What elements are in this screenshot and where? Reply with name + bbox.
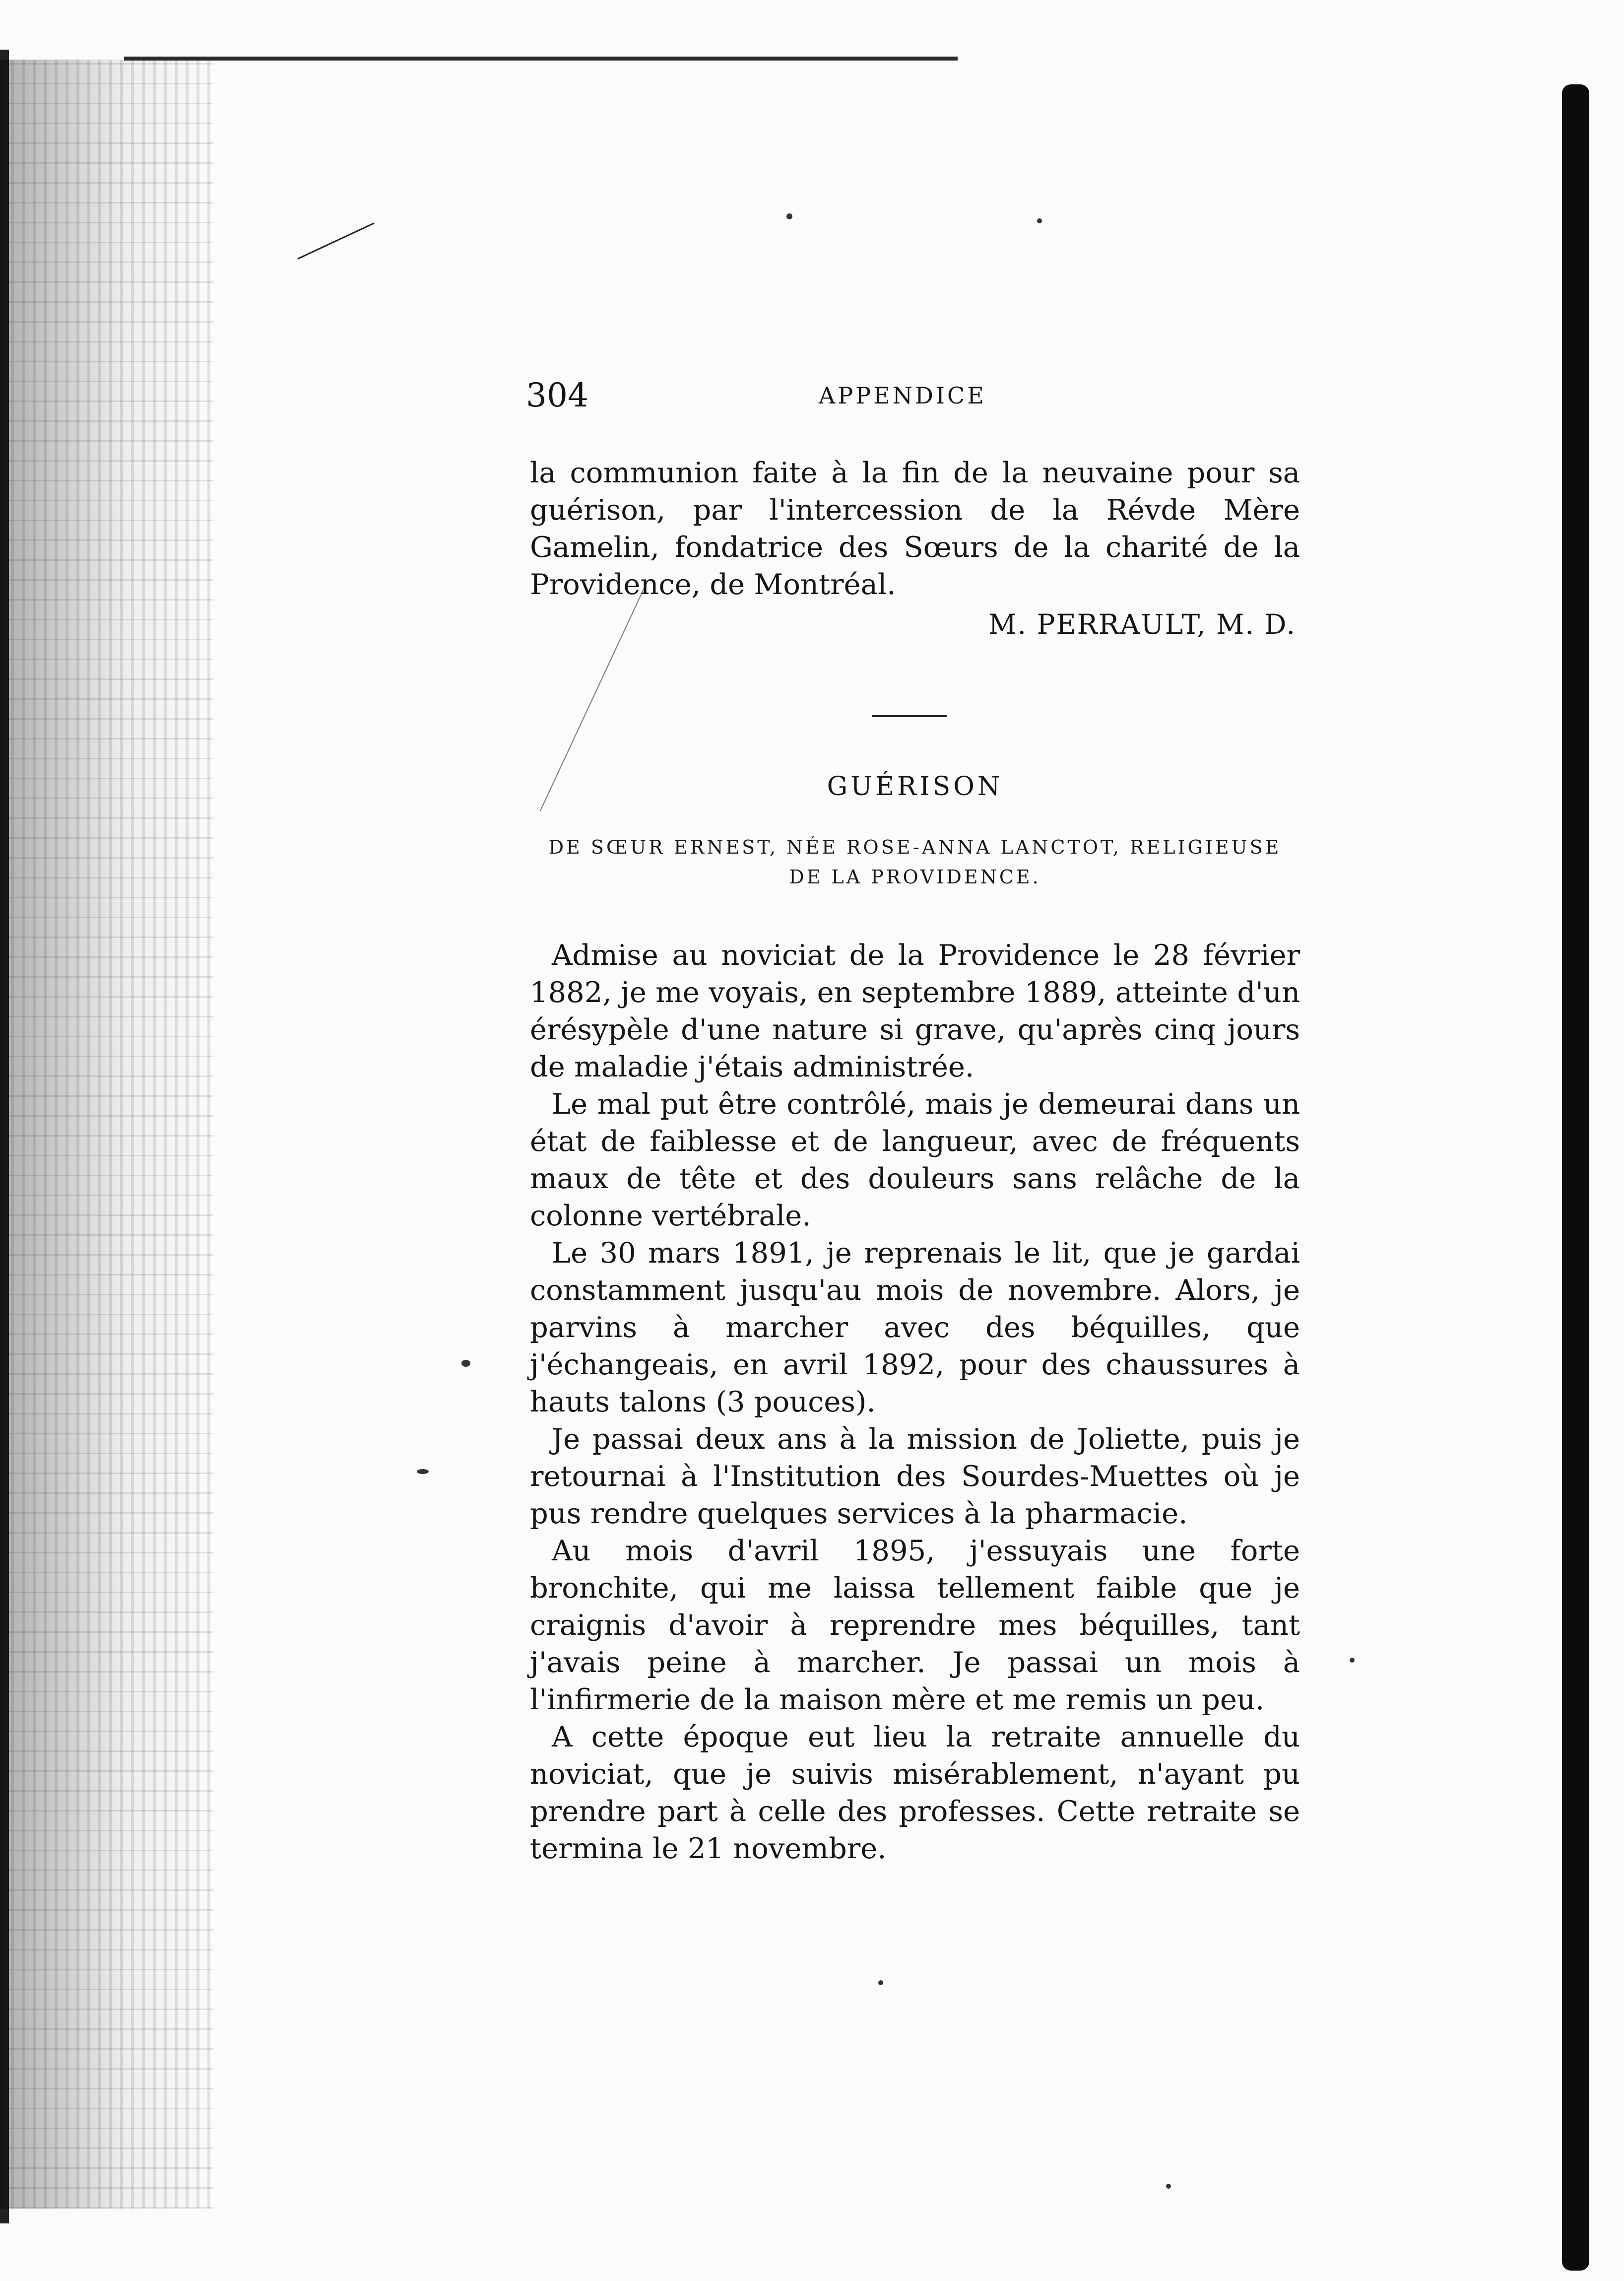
body-paragraph: Le mal put être contrôlé, mais je demeurai dans un état de faiblesse et de langueur, avec de fréquents maux de tête et des douleurs sans relâche de la colonne vertébrale.	[530, 1087, 1300, 1232]
section-subtitle: DE SŒUR ERNEST, NÉE ROSE-ANNA LANCTOT, RELIGIEUSE DE LA PROVIDENCE.	[548, 836, 1282, 888]
body-paragraph: Au mois d'avril 1895, j'essuyais une forte bronchite, qui me laissa tellement faible que je craignis d'avoir à reprendre mes béquilles, tant j'avais peine à marcher. Je passai un mois à l'infirmerie de la maison mère et me remis un peu.	[530, 1534, 1300, 1716]
scan-right-bar	[1562, 84, 1589, 2271]
body-paragraph: Je passai deux ans à la mission de Joliette, puis je retournai à l'Institution des Sourdes-Muettes où je pus rendre quelques services à la pharmacie.	[530, 1422, 1300, 1530]
scan-top-rule	[124, 57, 958, 61]
page-number: 304	[526, 376, 588, 414]
dust-speck	[461, 1360, 470, 1367]
dust-speck	[1350, 1658, 1355, 1663]
running-head: APPENDICE	[819, 382, 986, 409]
scan-gutter-noise	[0, 60, 213, 2209]
page-header	[526, 376, 1300, 421]
dust-speck	[786, 213, 792, 219]
dust-speck	[878, 1980, 883, 1985]
section-title: GUÉRISON	[827, 772, 1003, 802]
page-body	[530, 454, 1300, 1867]
pencil-stroke	[297, 222, 374, 260]
body-paragraph: A cette époque eut lieu la retraite annuelle du noviciat, que je suivis misérablement, n'ayant pu prendre part à celle des professes. Cette retraite se termina le 21 novembre.	[530, 1720, 1300, 1865]
dust-speck	[1037, 218, 1042, 223]
dust-speck	[417, 1469, 429, 1474]
body-paragraphs	[530, 937, 1300, 1867]
body-paragraph: Le 30 mars 1891, je reprenais le lit, que je gardai constamment jusqu'au mois de novembre. Alors, je parvins à marcher avec des béquilles, que j'échangeais, en avril 1892, pour des chaussures à hauts talons (3 pouces).	[530, 1236, 1300, 1418]
section-divider	[872, 715, 947, 717]
dust-speck	[1166, 2184, 1171, 2189]
body-paragraph: Admise au noviciat de la Providence le 28 février 1882, je me voyais, en septembre 1889, atteinte d'un érésypèle d'une nature si grave, qu'après cinq jours de maladie j'étais administrée.	[530, 939, 1300, 1083]
signature: M. PERRAULT, M. D.	[988, 608, 1296, 640]
intro-paragraph: la communion faite à la fin de la neuvaine pour sa guérison, par l'intercession de la Révde Mère Gamelin, fondatrice des Sœurs de la charité de la Providence, de Montréal.	[530, 456, 1300, 601]
